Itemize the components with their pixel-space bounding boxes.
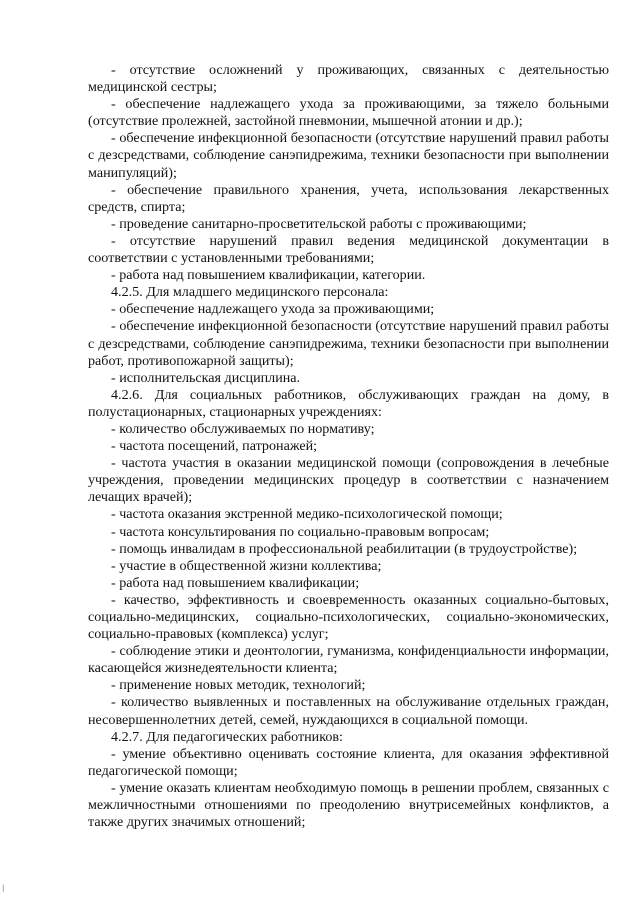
paragraph: - количество выявленных и поставленных на обслуживание отдельных граждан, несовершеннолетних детей, семей, нуждающихся в социальной помощи. xyxy=(88,694,609,728)
paragraph: - обеспечение надлежащего ухода за проживающими; xyxy=(111,301,435,318)
paragraph: - частота оказания экстренной медико-психологической помощи; xyxy=(111,506,503,523)
paragraph: - отсутствие осложнений у проживающих, связанных с деятельностью медицинской сестры; xyxy=(88,62,609,96)
paragraph: - частота консультирования по социально-правовым вопросам; xyxy=(111,523,490,540)
paragraph: - обеспечение правильного хранения, учета, использования лекарственных средств, спирта; xyxy=(88,181,609,215)
paragraph: - умение оказать клиентам необходимую помощь в решении проблем, связанных с межличностными отношениями по преодолению внутрисемейных конфликтов, а также других значимых отношений; xyxy=(88,779,609,831)
paragraph: - обеспечение инфекционной безопасности (отсутствие нарушений правил работы с дезсредствами, соблюдение санэпидрежима, техники безопасности при выполнении манипуляций); xyxy=(88,130,609,181)
paragraph: - количество обслуживаемых по нормативу; xyxy=(111,420,375,437)
paragraph: - применение новых методик, технологий; xyxy=(111,677,366,694)
paragraph: - участие в общественной жизни коллектива; xyxy=(111,557,382,574)
paragraph: - исполнительская дисциплина. xyxy=(111,369,301,386)
section-heading: 4.2.5. Для младшего медицинского персонала: xyxy=(111,284,389,301)
section-heading: 4.2.6. Для социальных работников, обслуживающих граждан на дому, в полустационарных, стационарных учреждениях: xyxy=(88,386,609,420)
section-heading: 4.2.7. Для педагогических работников: xyxy=(111,728,343,745)
paragraph: - частота участия в оказании медицинской помощи (сопровождения в лечебные учреждения, проведении медицинских процедур в соответствии с назначением лечащих врачей); xyxy=(88,455,609,506)
paragraph: - умение объективно оценивать состояние клиента, для оказания эффективной педагогической помощи; xyxy=(88,745,609,779)
paragraph: - соблюдение этики и деонтологии, гуманизма, конфиденциальности информации, касающейся жизнедеятельности клиента; xyxy=(88,643,609,677)
paragraph: - качество, эффективность и своевременность оказанных социально-бытовых, социально-медицинских, социально-психологических, социально-экономических, социально-правовых (комплекса) услуг; xyxy=(88,591,609,643)
paragraph: - обеспечение инфекционной безопасности (отсутствие нарушений правил работы с дезсредствами, соблюдение санэпидрежима, техники безопасности при выполнении работ, противопожарной защиты); xyxy=(88,318,609,369)
paragraph: - отсутствие нарушений правил ведения медицинской документации в соответствии с установленными требованиями; xyxy=(88,232,609,267)
document-body xyxy=(88,62,609,831)
paragraph: - проведение санитарно-просветительской работы с проживающими; xyxy=(111,215,527,232)
scan-mark: | xyxy=(2,884,5,892)
paragraph: - обеспечение надлежащего ухода за проживающими, за тяжело больными (отсутствие пролежней, застойной пневмонии, мышечной атонии и др.); xyxy=(88,96,609,130)
paragraph: - работа над повышением квалификации, категории. xyxy=(111,267,426,284)
paragraph: - работа над повышением квалификации; xyxy=(111,574,360,591)
paragraph: - частота посещений, патронажей; xyxy=(111,438,318,455)
paragraph: - помощь инвалидам в профессиональной реабилитации (в трудоустройстве); xyxy=(111,540,578,557)
